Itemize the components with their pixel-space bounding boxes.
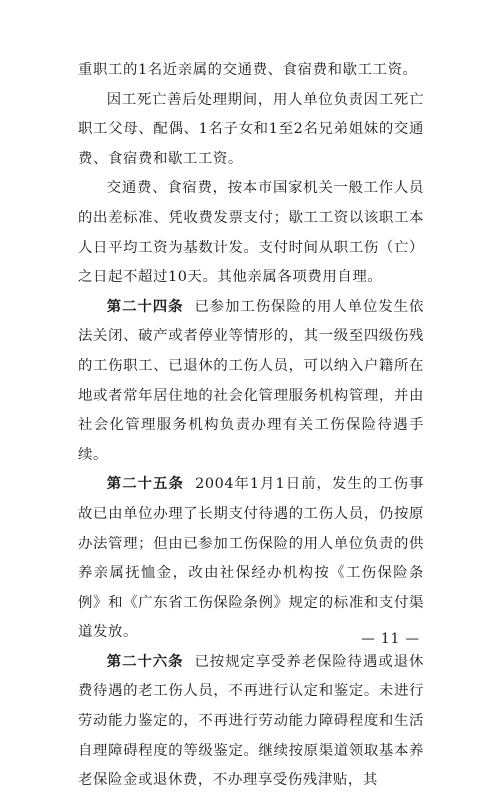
article-26-heading: 第二十六条 <box>106 653 184 670</box>
article-25-text: 2004年1月1日前，发生的工伤事故已由单位办理了长期支付待遇的工伤人员，仍按原办法管理；但由已参加工伤保险的用人单位负责的供养亲属抚恤金，改由社保经办机构按《工伤保险条例》和《广东省工伤保险条例》规定的标准和支付渠道发放。 <box>78 476 424 641</box>
paragraph-2 <box>78 86 424 175</box>
article-25 <box>78 470 424 648</box>
paragraph-3-text: 交通费、食宿费，按本市国家机关一般工作人员的出差标准、凭收费发票支付；歇工工资以该职工本人日平均工资为基数计发。支付时间从职工伤（亡）之日起不超过10天。其他亲属各项费用自理。 <box>78 180 424 286</box>
article-24-heading: 第二十四条 <box>106 298 184 315</box>
paragraph-1 <box>78 56 424 86</box>
article-26 <box>78 648 424 796</box>
article-26-text: 已按规定享受养老保险待遇或退休费待遇的老工伤人员，不再进行认定和鉴定。未进行劳动能力鉴定的，不再进行劳动能力障碍程度和生活自理障碍程度的等级鉴定。继续按原渠道领取基本养老保险金或退休费，不办理享受伤残津贴，其 <box>78 653 424 789</box>
page-number: — 11 — <box>361 631 420 647</box>
paragraph-2-text: 因工死亡善后处理期间，用人单位负责因工死亡职工父母、配偶、1名子女和1至2名兄弟姐妹的交通费、食宿费和歇工工资。 <box>78 91 424 167</box>
paragraph-1-text: 重职工的1名近亲属的交通费、食宿费和歇工工资。 <box>78 62 418 78</box>
paragraph-3 <box>78 174 424 292</box>
article-24-text: 已参加工伤保险的用人单位发生依法关闭、破产或者停业等情形的，其一级至四级伤残的工伤职工、已退休的工伤人员，可以纳入户籍所在地或者常年居住地的社会化管理服务机构管理，并由社会化管理服务机构负责办理有关工伤保险待遇手续。 <box>78 298 424 463</box>
article-24 <box>78 293 424 471</box>
body-text <box>78 56 424 796</box>
article-25-heading: 第二十五条 <box>106 476 184 493</box>
